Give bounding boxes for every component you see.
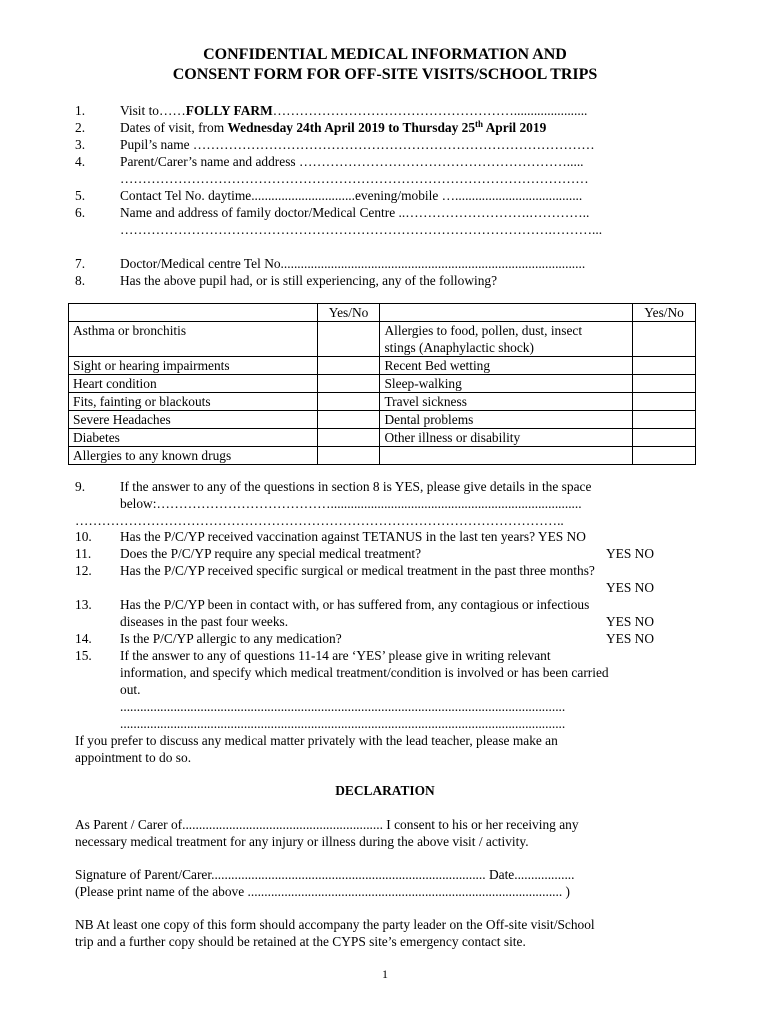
condition-label: Severe Headaches [69,411,318,429]
item-number: 2. [75,120,86,135]
condition-answer-cell[interactable] [317,429,380,447]
visit-dates-value: Wednesday 24th April 2019 to Thursday 25 [227,120,476,135]
table-header-blank [380,304,633,322]
condition-answer-cell[interactable] [633,322,696,357]
condition-label: Sight or hearing impairments [69,357,318,375]
form-title-line1: CONFIDENTIAL MEDICAL INFORMATION AND [203,46,567,63]
item-number: 15. [75,648,92,663]
private-discussion-note-cont: appointment to do so. [75,750,192,765]
yes-no-option[interactable]: YES NO [606,631,654,646]
visit-to-label: Visit to…… [120,103,186,118]
condition-answer-cell[interactable] [633,393,696,411]
yes-no-option[interactable]: YES NO [606,546,654,561]
condition-label: Recent Bed wetting [380,357,633,375]
item-number: 14. [75,631,92,646]
condition-answer-cell[interactable] [633,375,696,393]
contagious-question-cont: diseases in the past four weeks. [120,614,289,629]
condition-label: Asthma or bronchitis [69,322,318,340]
visit-dates-line [120,119,546,136]
table-row [69,411,696,429]
date-superscript: th [475,119,484,129]
signature-date-field[interactable]: Signature of Parent/Carer.................................................................................. Date.................. [75,867,575,882]
details-field[interactable]: below:…………………………………........................................................................... [120,496,582,511]
contagious-question: Has the P/C/YP been in contact with, or has suffered from, any contagious or infectious [120,597,590,612]
condition-label: Dental problems [380,411,633,429]
page-number: 1 [382,967,388,981]
item-number: 11. [75,546,92,561]
doctor-address-continuation[interactable]: …………………………………………………………………………………….………... [120,222,603,237]
table-row [69,375,696,393]
consent-statement-cont: necessary medical treatment for any injury or illness during the above visit / activity. [75,834,529,849]
further-info-question-cont: out. [120,682,141,697]
condition-answer-cell[interactable] [317,393,380,411]
table-row [69,322,696,340]
print-name-field[interactable]: (Please print name of the above .............................................................................................. ) [75,884,571,899]
item-number: 5. [75,188,86,203]
pupil-name-field[interactable]: Pupil’s name ……………………………………………………………………………… [120,137,595,152]
condition-label: Sleep-walking [380,375,633,393]
item-number: 10. [75,529,92,544]
item-number: 9. [75,479,86,494]
details-field-continuation[interactable]: ……………………………………………………………………………………………….. [75,513,564,528]
condition-answer-cell[interactable] [317,322,380,357]
further-info-field[interactable]: ..................................................................................................................................... [120,699,566,714]
table-row [69,357,696,375]
private-discussion-note: If you prefer to discuss any medical matter privately with the lead teacher, please make an [75,733,558,748]
form-title-line2: CONSENT FORM FOR OFF-SITE VISITS/SCHOOL TRIPS [172,66,598,83]
parent-address-continuation[interactable]: …………………………………………………………………………………………… [120,171,589,186]
condition-answer-cell[interactable] [317,375,380,393]
further-info-field[interactable]: ..................................................................................................................................... [120,716,566,731]
condition-label: Travel sickness [380,393,633,411]
tetanus-question[interactable]: Has the P/C/YP received vaccination against TETANUS in the last ten years? YES NO [120,529,586,544]
yes-no-option[interactable]: YES NO [606,580,654,595]
visit-to-field[interactable] [120,102,587,119]
condition-label: Fits, fainting or blackouts [69,393,318,411]
surgical-treatment-question: Has the P/C/YP received specific surgical or medical treatment in the past three months? [120,563,595,578]
condition-answer-cell[interactable] [317,411,380,429]
nb-note-cont: trip and a further copy should be retained at the CYPS site’s emergency contact site. [75,934,526,949]
doctor-tel-field[interactable]: Doctor/Medical centre Tel No........................................................................................... [120,256,586,271]
yes-no-header: Yes/No [317,304,380,322]
condition-label-cont: stings (Anaphylactic shock) [380,339,633,357]
item-number: 8. [75,273,86,288]
condition-answer-cell[interactable] [633,411,696,429]
condition-label-blank [380,447,633,465]
doctor-address-field[interactable]: Name and address of family doctor/Medical Centre ..……………………….………….. [120,205,590,220]
further-info-question: If the answer to any of questions 11-14 are ‘YES’ please give in writing relevant [120,648,551,663]
condition-label: Other illness or disability [380,429,633,447]
declaration-heading: DECLARATION [335,783,435,798]
item-number: 13. [75,597,92,612]
details-question: If the answer to any of the questions in section 8 is YES, please give details in the space [120,479,592,494]
conditions-table [68,303,696,465]
table-row [69,447,696,465]
condition-label: Allergies to any known drugs [69,447,318,465]
condition-answer-cell[interactable] [317,357,380,375]
table-header-blank [69,304,318,322]
condition-answer-cell[interactable] [633,429,696,447]
parent-name-address-field[interactable]: Parent/Carer’s name and address ……………………………………………………..... [120,154,584,169]
item-number: 12. [75,563,92,578]
item-number: 3. [75,137,86,152]
further-info-question-cont: information, and specify which medical treatment/condition is involved or has been carried [120,665,609,680]
table-header-row [69,304,696,322]
consent-statement[interactable]: As Parent / Carer of............................................................ I consent to his or her receiving any [75,817,579,832]
visit-dates-label: Dates of visit, from [120,120,228,135]
special-treatment-question: Does the P/C/YP require any special medical treatment? [120,546,422,561]
table-row [69,429,696,447]
item-number: 4. [75,154,86,169]
contact-tel-field[interactable]: Contact Tel No. daytime...............................evening/mobile …...................................... [120,188,583,203]
conditions-question: Has the above pupil had, or is still experiencing, any of the following? [120,273,498,288]
item-number: 6. [75,205,86,220]
yes-no-header: Yes/No [633,304,696,322]
medication-allergy-question: Is the P/C/YP allergic to any medication? [120,631,342,646]
visit-dates-value-end: April 2019 [483,120,547,135]
table-row [69,339,696,357]
condition-label: Heart condition [69,375,318,393]
condition-label: Diabetes [69,429,318,447]
condition-label: Allergies to food, pollen, dust, insect [380,322,633,340]
condition-answer-cell[interactable] [317,447,380,465]
item-number: 7. [75,256,86,271]
table-row [69,393,696,411]
yes-no-option[interactable]: YES NO [606,614,654,629]
condition-label-blank [69,339,318,357]
visit-to-dots: ………………………………………………...................... [272,103,588,118]
nb-note: NB At least one copy of this form should accompany the party leader on the Off-site visit/School [75,917,595,932]
condition-answer-cell[interactable] [633,447,696,465]
condition-answer-cell[interactable] [633,357,696,375]
item-number: 1. [75,103,86,118]
visit-destination: FOLLY FARM [185,103,273,118]
